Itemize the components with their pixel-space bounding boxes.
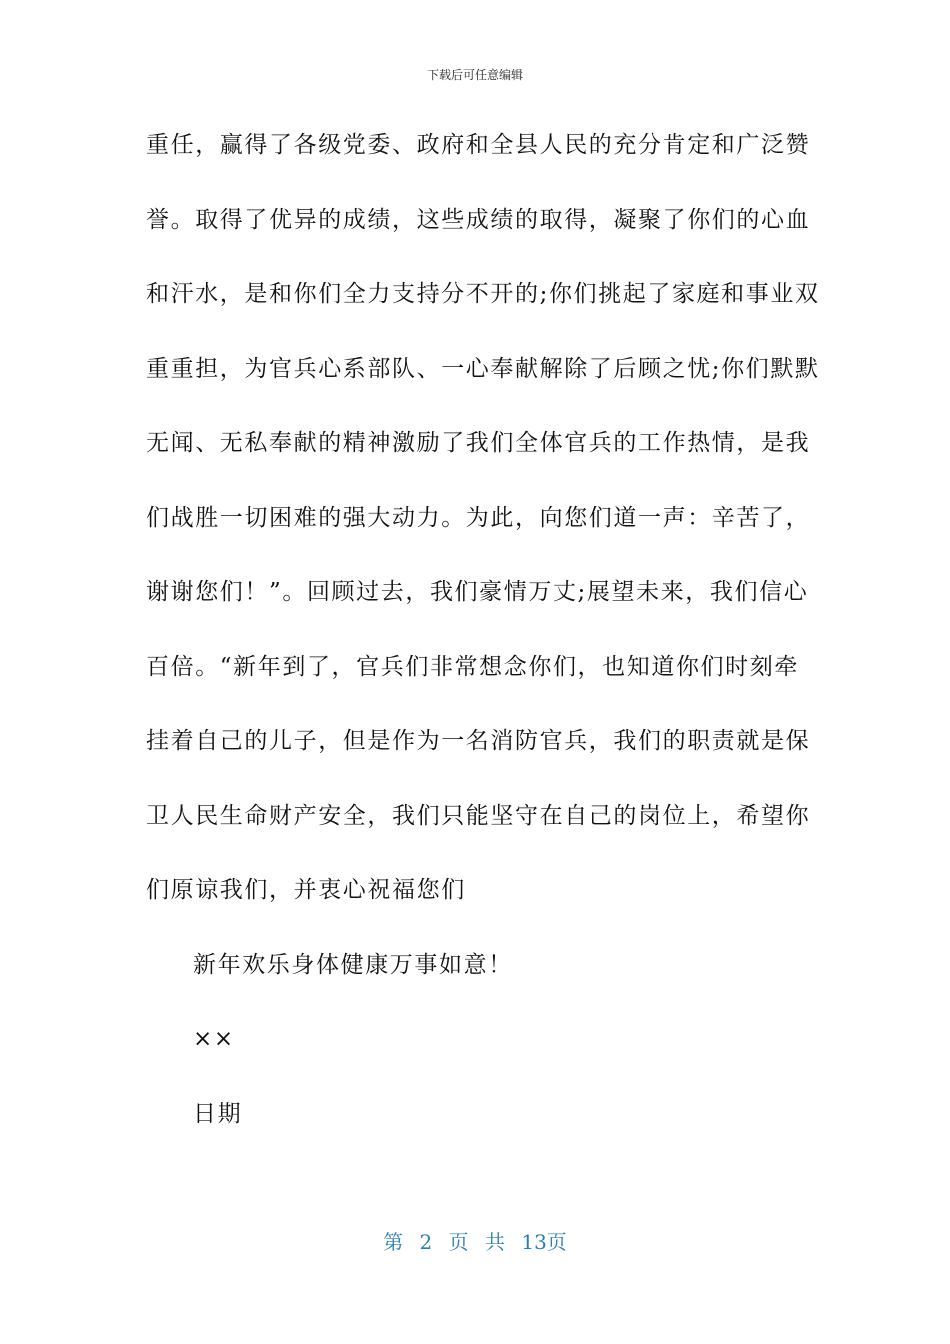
footer-total-word: 共 xyxy=(485,1230,505,1254)
date-label: 日期 xyxy=(193,1100,243,1127)
body-line: 誉。取得了优异的成绩，这些成绩的取得，凝聚了你们的心血 xyxy=(146,206,811,233)
body-line: 重重担，为官兵心系部队、一心奉献解除了后顾之忧;你们默默 xyxy=(146,355,820,382)
footer-prefix: 第 xyxy=(383,1230,404,1254)
footer-page-word: 页 xyxy=(448,1230,469,1254)
body-line: 重任，赢得了各级党委、政府和全县人民的充分肯定和广泛赞 xyxy=(146,132,811,158)
footer-total-pages: 13页 xyxy=(521,1230,567,1254)
body-line: 挂着自己的儿子，但是作为一名消防官兵，我们的职责就是保 xyxy=(146,728,811,754)
footer-current-page: 2 xyxy=(419,1230,433,1254)
signature: ×× xyxy=(193,1026,235,1052)
body-line: 百倍。“新年到了，官兵们非常想念你们，也知道你们时刻牵 xyxy=(146,653,799,680)
body-line: 无闻、无私奉献的精神激励了我们全体官兵的工作热情，是我 xyxy=(146,430,811,456)
body-line: 们战胜一切困难的强大动力。为此，向您们道一声：辛苦了， xyxy=(146,504,811,531)
page-number-footer xyxy=(0,1226,950,1255)
body-line: 卫人民生命财产安全，我们只能坚守在自己的岗位上，希望你 xyxy=(146,802,811,829)
header-note: 下载后可任意编辑 xyxy=(426,68,523,82)
body-line: 和汗水，是和你们全力支持分不开的;你们挑起了家庭和事业双 xyxy=(146,281,820,307)
closing-wish: 新年欢乐身体健康万事如意！ xyxy=(193,951,513,978)
letter-body xyxy=(146,125,820,1168)
body-line: 谢谢您们！”。回顾过去，我们豪情万丈;展望未来，我们信心 xyxy=(146,579,809,605)
body-line: 们原谅我们，并衷心祝福您们 xyxy=(146,877,466,903)
